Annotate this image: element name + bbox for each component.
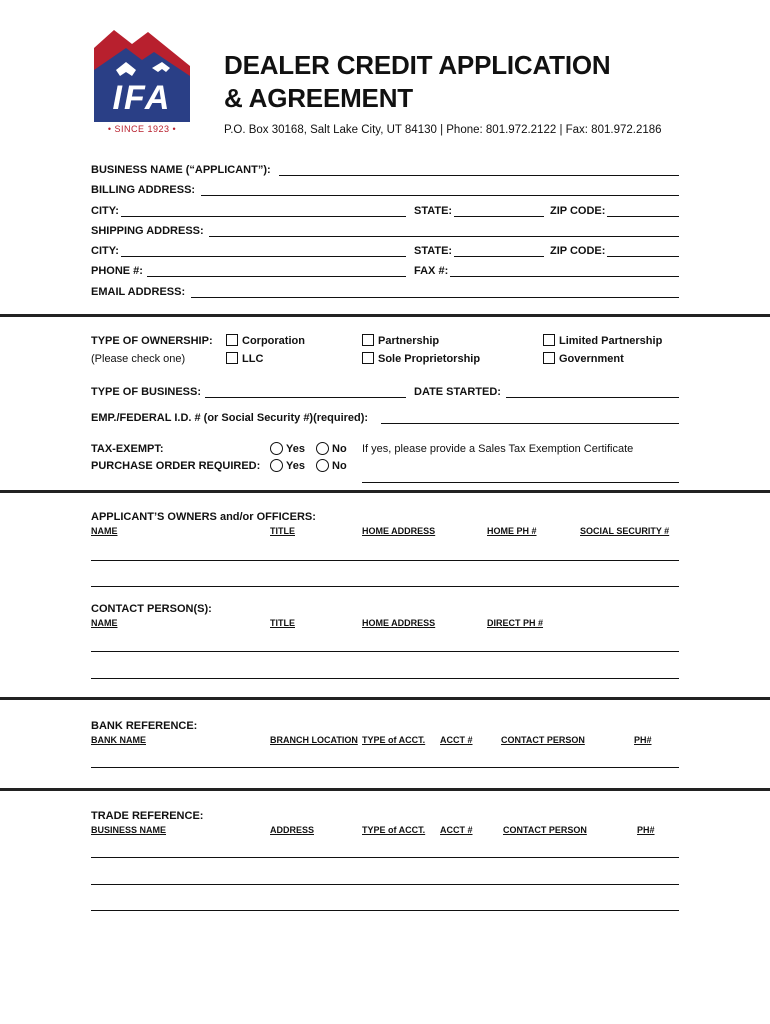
- corporation-checkbox[interactable]: [226, 334, 238, 346]
- bank-heading: BANK REFERENCE:: [91, 720, 198, 732]
- po-yes-label: Yes: [286, 460, 305, 472]
- po-yes-radio[interactable]: [270, 459, 283, 472]
- section-divider-1: [0, 314, 770, 317]
- ownership-hint: (Please check one): [91, 353, 186, 365]
- tax-exempt-yes-radio[interactable]: [270, 442, 283, 455]
- owner-row-2[interactable]: [91, 586, 679, 587]
- bank-col-name: BANK NAME: [91, 735, 146, 745]
- government-label: Government: [559, 353, 624, 365]
- owners-col-name: NAME: [91, 526, 118, 536]
- billing-address-field[interactable]: [201, 195, 679, 196]
- trade-heading: TRADE REFERENCE:: [91, 810, 204, 822]
- exemption-certificate-field[interactable]: [362, 482, 679, 483]
- sole-proprietorship-checkbox[interactable]: [362, 352, 374, 364]
- email-field[interactable]: [191, 297, 679, 298]
- shipping-address-field[interactable]: [209, 236, 679, 237]
- business-name-label: BUSINESS NAME (“APPLICANT”):: [91, 164, 271, 176]
- page-title-line1: DEALER CREDIT APPLICATION: [224, 50, 611, 80]
- business-type-field[interactable]: [205, 397, 406, 398]
- trade-row-3[interactable]: [91, 910, 679, 911]
- shipping-state-label: STATE:: [414, 245, 453, 257]
- contacts-heading: CONTACT PERSON(S):: [91, 603, 212, 615]
- shipping-city-label: CITY:: [91, 245, 119, 257]
- emp-id-label: EMP./FEDERAL I.D. # (or Social Security #)(required):: [91, 412, 369, 424]
- company-address: P.O. Box 30168, Salt Lake City, UT 84130 | Phone: 801.972.2122 | Fax: 801.972.2186: [224, 124, 662, 136]
- email-label: EMAIL ADDRESS:: [91, 286, 186, 298]
- llc-checkbox[interactable]: [226, 352, 238, 364]
- bank-col-type: TYPE of ACCT.: [362, 735, 426, 745]
- ifa-logo: [92, 26, 192, 138]
- section-divider-3: [0, 697, 770, 700]
- llc-label: LLC: [242, 353, 264, 365]
- fax-field[interactable]: [450, 276, 679, 277]
- limited-partnership-checkbox[interactable]: [543, 334, 555, 346]
- phone-field[interactable]: [147, 276, 406, 277]
- tax-exempt-label: TAX-EXEMPT:: [91, 443, 164, 455]
- business-name-field[interactable]: [279, 175, 679, 176]
- shipping-zip-label: ZIP CODE:: [550, 245, 606, 257]
- trade-col-business-name: BUSINESS NAME: [91, 825, 167, 835]
- trade-row-1[interactable]: [91, 857, 679, 858]
- bank-col-contact: CONTACT PERSON: [501, 735, 585, 745]
- trade-row-2[interactable]: [91, 884, 679, 885]
- po-required-label: PURCHASE ORDER REQUIRED:: [91, 460, 261, 472]
- trade-col-contact: CONTACT PERSON: [503, 825, 587, 835]
- city-field[interactable]: [121, 216, 406, 217]
- trade-col-type: TYPE of ACCT.: [362, 825, 426, 835]
- shipping-zip-field[interactable]: [607, 256, 679, 257]
- logo-since: • SINCE 1923 •: [107, 124, 177, 134]
- billing-address-label: BILLING ADDRESS:: [91, 184, 196, 196]
- limited-partnership-label: Limited Partnership: [559, 335, 663, 347]
- contacts-col-home-address: HOME ADDRESS: [362, 618, 436, 628]
- trade-col-ph: PH#: [637, 825, 655, 835]
- logo-letters: IFA: [112, 79, 172, 117]
- owners-col-title: TITLE: [270, 526, 295, 536]
- tax-exempt-no-radio[interactable]: [316, 442, 329, 455]
- sole-proprietorship-label: Sole Proprietorship: [378, 353, 481, 365]
- po-no-radio[interactable]: [316, 459, 329, 472]
- state-label: STATE:: [414, 205, 453, 217]
- shipping-city-field[interactable]: [121, 256, 406, 257]
- corporation-label: Corporation: [242, 335, 305, 347]
- partnership-label: Partnership: [378, 335, 440, 347]
- contact-row-1[interactable]: [91, 651, 679, 652]
- bank-col-branch: BRANCH LOCATION: [270, 735, 358, 745]
- date-started-field[interactable]: [506, 397, 679, 398]
- po-no-label: No: [332, 460, 347, 472]
- trade-col-acct: ACCT #: [440, 825, 473, 835]
- bank-col-acct: ACCT #: [440, 735, 473, 745]
- owners-heading: APPLICANT’S OWNERS and/or OFFICERS:: [91, 511, 316, 523]
- government-checkbox[interactable]: [543, 352, 555, 364]
- contacts-col-title: TITLE: [270, 618, 295, 628]
- exemption-note: If yes, please provide a Sales Tax Exemption Certificate: [362, 443, 634, 455]
- bank-row-1[interactable]: [91, 767, 679, 768]
- tax-exempt-yes-label: Yes: [286, 443, 305, 455]
- tax-exempt-no-label: No: [332, 443, 347, 455]
- partnership-checkbox[interactable]: [362, 334, 374, 346]
- business-type-label: TYPE OF BUSINESS:: [91, 386, 202, 398]
- owners-col-ssn: SOCIAL SECURITY #: [580, 526, 670, 536]
- state-field[interactable]: [454, 216, 544, 217]
- emp-id-field[interactable]: [381, 423, 679, 424]
- shipping-state-field[interactable]: [454, 256, 544, 257]
- contacts-col-name: NAME: [91, 618, 118, 628]
- section-divider-4: [0, 788, 770, 791]
- owners-col-home-address: HOME ADDRESS: [362, 526, 436, 536]
- phone-label: PHONE #:: [91, 265, 143, 277]
- page-title-line2: & AGREEMENT: [224, 83, 413, 113]
- owner-row-1[interactable]: [91, 560, 679, 561]
- fax-label: FAX #:: [414, 265, 449, 277]
- owners-col-home-ph: HOME PH #: [487, 526, 537, 536]
- shipping-address-label: SHIPPING ADDRESS:: [91, 225, 204, 237]
- city-label: CITY:: [91, 205, 119, 217]
- zip-field[interactable]: [607, 216, 679, 217]
- date-started-label: DATE STARTED:: [414, 386, 501, 398]
- section-divider-2: [0, 490, 770, 493]
- trade-col-address: ADDRESS: [270, 825, 315, 835]
- contacts-col-direct-ph: DIRECT PH #: [487, 618, 544, 628]
- bank-col-ph: PH#: [634, 735, 652, 745]
- contact-row-2[interactable]: [91, 678, 679, 679]
- ownership-label: TYPE OF OWNERSHIP:: [91, 335, 213, 347]
- zip-label: ZIP CODE:: [550, 205, 606, 217]
